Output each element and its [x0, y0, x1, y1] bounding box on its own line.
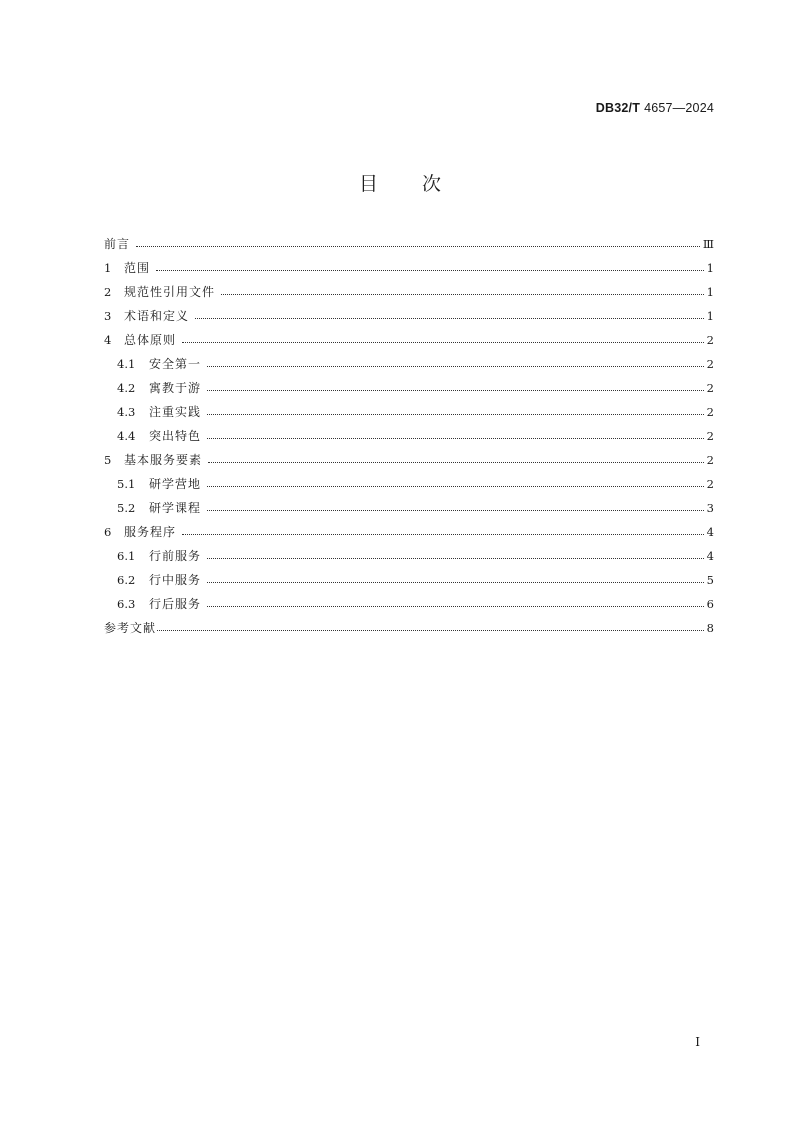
- toc-entry-title: 注重实践: [149, 405, 202, 419]
- toc-entry-references[interactable]: [104, 616, 714, 640]
- dot-leader: [207, 365, 704, 367]
- dot-leader: [207, 581, 704, 583]
- toc-entry-4-1[interactable]: [104, 352, 714, 376]
- toc-entry-page: 2: [706, 357, 714, 371]
- toc-entry-title: 研学课程: [149, 501, 202, 515]
- toc-entry-page: 8: [706, 621, 714, 635]
- toc-entry-page: 2: [706, 429, 714, 443]
- page-number: I: [695, 1035, 700, 1049]
- toc-entry-page: 5: [706, 573, 714, 587]
- toc-entry-title: 安全第一: [149, 357, 202, 371]
- toc-entry-title: 基本服务要素: [124, 453, 203, 467]
- toc-entry-number: 6: [104, 525, 112, 539]
- toc-entry-page: 1: [706, 309, 714, 323]
- toc-entry-5-1[interactable]: [104, 472, 714, 496]
- toc-entry-number: 6.3: [117, 597, 136, 611]
- toc-entry-title: 范围: [124, 261, 151, 275]
- toc-entry-number: 4.2: [117, 381, 136, 395]
- toc-entry-title: 服务程序: [124, 525, 177, 539]
- toc-entry-title: 研学营地: [149, 477, 202, 491]
- dot-leader: [157, 629, 704, 631]
- toc-entry-6-2[interactable]: [104, 568, 714, 592]
- toc-entry-page: 1: [706, 285, 714, 299]
- standard-code-number: 4657—2024: [644, 101, 714, 115]
- toc-entry-6-1[interactable]: [104, 544, 714, 568]
- toc-entry-page: 4: [706, 549, 714, 563]
- dot-leader: [207, 413, 704, 415]
- toc-entry-page: 2: [706, 477, 714, 491]
- dot-leader: [208, 461, 704, 463]
- toc-entry-page: 2: [706, 333, 714, 347]
- toc-entry-page: 1: [706, 261, 714, 275]
- toc-entry-number: 4.4: [117, 429, 136, 443]
- standard-code: [596, 101, 714, 115]
- toc-entry-5[interactable]: [104, 448, 714, 472]
- toc-entry-title: 行后服务: [149, 597, 202, 611]
- dot-leader: [207, 437, 704, 439]
- toc-entry-4-4[interactable]: [104, 424, 714, 448]
- toc-entry-title: 总体原则: [124, 333, 177, 347]
- toc-entry-5-2[interactable]: [104, 496, 714, 520]
- toc-entry-title: 突出特色: [149, 429, 202, 443]
- toc-entry-title: 前言: [104, 237, 131, 251]
- toc-entry-number: 5.1: [117, 477, 136, 491]
- dot-leader: [136, 245, 700, 247]
- toc-entry-title: 行中服务: [149, 573, 202, 587]
- toc-entry-1[interactable]: [104, 256, 714, 280]
- toc-entry-6-3[interactable]: [104, 592, 714, 616]
- dot-leader: [182, 533, 704, 535]
- standard-code-prefix: DB32/T: [595, 101, 641, 115]
- toc-entry-number: 5: [104, 453, 112, 467]
- toc-entry-page: Ⅲ: [702, 237, 714, 251]
- dot-leader: [221, 293, 704, 295]
- toc-entry-4-2[interactable]: [104, 376, 714, 400]
- dot-leader: [195, 317, 704, 319]
- toc-title: [0, 169, 800, 196]
- toc-entry-page: 4: [706, 525, 714, 539]
- toc-entry-2[interactable]: [104, 280, 714, 304]
- toc-entry-title: 行前服务: [149, 549, 202, 563]
- dot-leader: [156, 269, 704, 271]
- dot-leader: [182, 341, 704, 343]
- toc-entry-page: 6: [706, 597, 714, 611]
- toc-entry-number: 4.1: [117, 357, 136, 371]
- toc-entry-foreword[interactable]: [104, 232, 714, 256]
- toc-entry-page: 2: [706, 381, 714, 395]
- dot-leader: [207, 557, 704, 559]
- toc-entry-page: 2: [706, 453, 714, 467]
- toc-entry-title: 参考文献: [104, 621, 157, 635]
- toc-entry-title: 规范性引用文件: [124, 285, 216, 299]
- dot-leader: [207, 485, 704, 487]
- toc-title-right: 次: [422, 173, 442, 195]
- toc-entry-number: 6.2: [117, 573, 136, 587]
- toc-entry-page: 2: [706, 405, 714, 419]
- toc-entry-number: 2: [104, 285, 112, 299]
- toc-entry-number: 5.2: [117, 501, 136, 515]
- dot-leader: [207, 605, 704, 607]
- dot-leader: [207, 509, 704, 511]
- toc-entry-title: 术语和定义: [124, 309, 190, 323]
- toc-entry-4[interactable]: [104, 328, 714, 352]
- toc-entry-6[interactable]: [104, 520, 714, 544]
- toc-entry-title: 寓教于游: [149, 381, 202, 395]
- toc-entry-page: 3: [706, 501, 714, 515]
- toc-entry-number: 1: [104, 261, 112, 275]
- toc-entry-number: 3: [104, 309, 112, 323]
- toc-entry-number: 4.3: [117, 405, 136, 419]
- dot-leader: [207, 389, 704, 391]
- table-of-contents: [104, 232, 714, 640]
- toc-entry-4-3[interactable]: [104, 400, 714, 424]
- toc-title-left: 目: [358, 173, 378, 195]
- toc-entry-number: 6.1: [117, 549, 136, 563]
- toc-entry-3[interactable]: [104, 304, 714, 328]
- toc-entry-number: 4: [104, 333, 112, 347]
